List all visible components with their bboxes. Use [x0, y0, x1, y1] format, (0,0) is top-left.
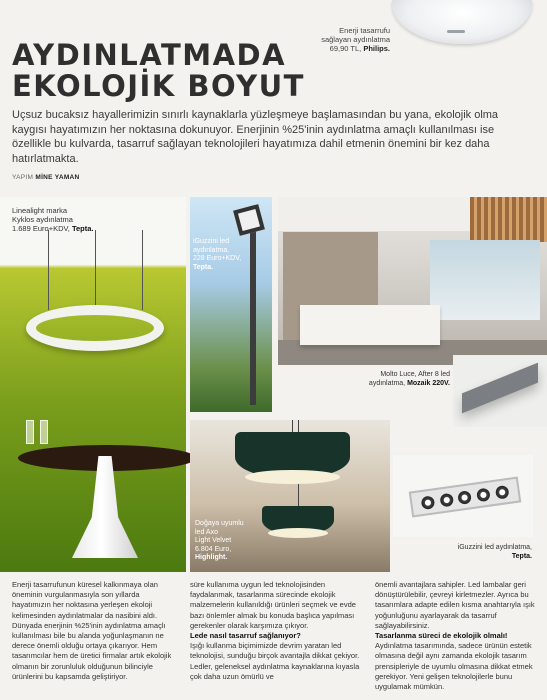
- axo-brand: Highlight.: [195, 554, 228, 562]
- byline-name: MİNE YAMAN: [35, 174, 80, 181]
- body-column-3-text: Aydınlatma tasarımında, sadece ürünün estetik olmasına değil aynı zamanda ekolojik tasarım prensipleriyle de uyumlu olmasına dikkat etmek gerekiyor. Yeni gelişen teknolojilerle bunu uygulamak mümkün.: [375, 641, 533, 692]
- linealight-brand: Tepta.: [71, 224, 94, 234]
- led-spot-icon: [476, 487, 491, 502]
- body-column-3-intro: önemli avantajlara sahipler. Led lambalar geri dönüştürülebilir, çevreyi kirletmezler. Ayrıca bu tasarımlara adapte edilen kısma anahtarıyla ışık yoğunluğunu ayarlayarak da tasarruf sağlayabilirsiniz.: [375, 580, 535, 630]
- philips-price: 69,90 TL,: [329, 44, 362, 53]
- kyklos-ring-lamp: [26, 305, 164, 351]
- ring-wire: [142, 230, 143, 310]
- glass-vase: [26, 420, 34, 444]
- article-lead: Uçsuz bucaksız hayallerimizin sınırlı kaynaklarla yüzleşmeye başlamasından bu yana, ekolojik olma kaygısı hayatımızın her noktasına dokunuyor. Enerjinin %25'inin aydınlatma amaçlı kullanılması ise özellikle bu kulvarda, tasarruf sağlayan teknolojileri hayatımıza dahil etmenin önemini bir kez daha hatırlatmakta.: [12, 109, 499, 165]
- kitchen-window: [430, 240, 540, 320]
- led-spot-icon: [495, 484, 510, 499]
- linealight-price-line: [12, 224, 142, 233]
- ring-wire: [48, 230, 49, 310]
- guzzini-pole-line1: iGuzzini led: [193, 238, 230, 245]
- led-spot-icon: [420, 495, 435, 510]
- molto-caption: [354, 370, 450, 388]
- guzzini-pole-caption: [193, 238, 253, 272]
- philips-caption-line2: sağlayan aydınlatma: [321, 35, 390, 44]
- article-title: [12, 40, 352, 102]
- body-column-2-text: Işığı kullanma biçimimizde devrim yaratan led teknolojisi, sunduğu birçok avantajla dikkat çekiyor. Ledler, geleneksel aydınlatma kaynaklarına kıyasla çok daha uzun ömürlü ve: [190, 641, 360, 681]
- guzzini-down-line1: iGuzzini led aydınlatma,: [457, 544, 532, 551]
- philips-caption-line1: Enerji tasarrufu: [339, 26, 390, 35]
- article-title-line1: AYDINLATMADA: [12, 38, 287, 72]
- glass-vase: [40, 420, 48, 444]
- pendant-diffuser-large: [245, 470, 340, 484]
- body-column-2-intro: süre kullanıma uygun led teknolojisinden faydalanmak, tasarlanma sürecinde ekolojik malzemelerin kullanıldığı ürünleri seçmek ve evde bazı önlemler almak bu konuda başlıca yapılması gerekenler olarak karşımıza çıkıyor.: [190, 580, 356, 630]
- molto-line2-row: [354, 379, 450, 388]
- guzzini-down-caption: [440, 543, 532, 561]
- axo-price: 6.804 Euro,: [195, 545, 232, 553]
- linealight-line2: Kyklos aydınlatma: [12, 215, 73, 225]
- led-spot-icon: [439, 492, 454, 507]
- led-spot-icon: [458, 490, 473, 505]
- article-title-line2: EKOLOJİK BOYUT: [12, 69, 305, 103]
- body-column-3-subhead: Tasarlanma süreci de ekolojik olmalı!: [375, 631, 508, 641]
- philips-ceiling-lamp-image: [392, 0, 532, 44]
- byline-prefix: YAPIM: [12, 174, 34, 181]
- byline: [12, 174, 80, 181]
- body-column-2-subhead: Lede nasıl tasarruf sağlanıyor?: [190, 631, 301, 641]
- kitchen-island: [300, 305, 440, 345]
- molto-brand: Mozaik 220V.: [407, 380, 450, 387]
- axo-line2: led Axo: [195, 528, 218, 536]
- linealight-line1: Linealight marka: [12, 206, 68, 215]
- molto-line1: Molto Luce, After 8 led: [380, 371, 450, 378]
- guzzini-pole-price: 228 Euro+KDV,: [193, 255, 242, 263]
- guzzini-down-brand: Tepta.: [511, 553, 532, 560]
- axo-line3: Light Velvet: [195, 537, 232, 545]
- molto-line2: aydınlatma,: [368, 380, 406, 387]
- guzzini-pole-line2: aydınlatma,: [193, 246, 230, 254]
- body-column-1: [12, 580, 172, 700]
- axo-line1: Doğaya uyumlu: [195, 520, 244, 527]
- body-column-3: [375, 580, 537, 700]
- philips-brand: Philips.: [363, 44, 390, 53]
- kitchen-wood-slats: [470, 197, 547, 242]
- body-column-1-text: Enerji tasarrufunun küresel kalkınmaya olan öneminin vurgulanmasıyla son yıllarda hayatımızın her noktasına yerleşen ekoloji kelimesinden aydınlatmalar da nasibini aldı. Dünyada enerjinin %25'inin aydınlatma amaçlı kullanılması bile bu alanda yoğunlaşmanın ne derece önemli olduğu ortaya çıkarıyor. Hem tasarımcılar hem de üretici firmalar artık ekolojik olmanın bir zorunluluk olduğunun bilinciyle ürünlerini bu kapsamda geliştiriyor.: [12, 580, 172, 681]
- guzzini-pole-brand: Tepta.: [193, 263, 214, 271]
- axo-caption: [195, 520, 255, 563]
- linealight-caption: [12, 206, 142, 234]
- body-column-2: [190, 580, 360, 700]
- ring-wire: [95, 230, 96, 310]
- pendant-diffuser-small: [268, 528, 328, 538]
- linealight-price: 1.689 Euro+KDV,: [12, 224, 70, 234]
